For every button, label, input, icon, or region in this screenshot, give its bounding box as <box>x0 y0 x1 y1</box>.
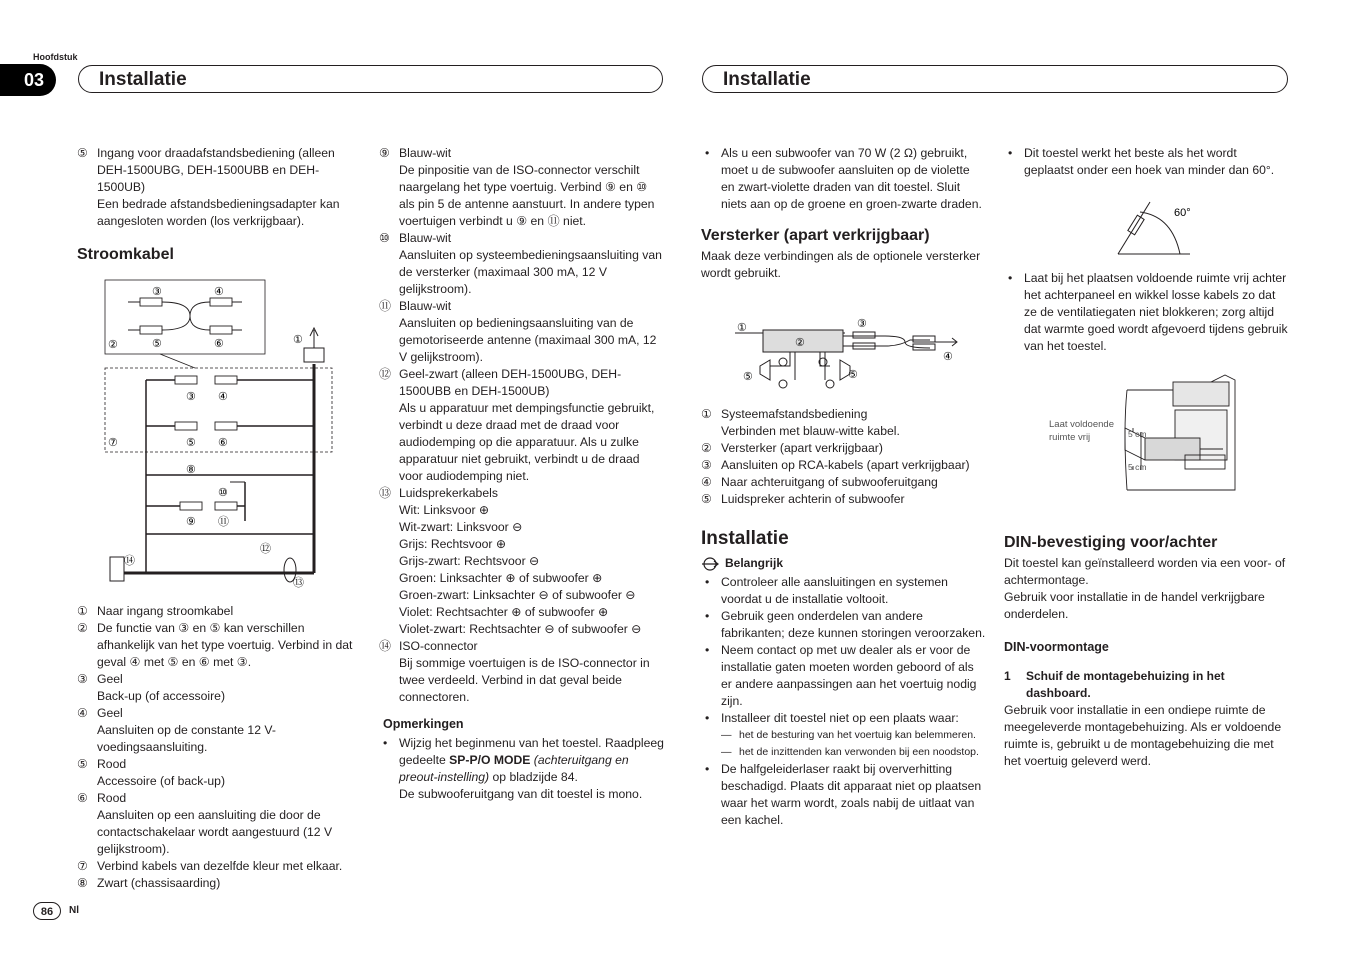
list-item <box>379 145 664 230</box>
diagram-label: ⑤ <box>848 369 858 381</box>
item-subtext: Bij sommige voertuigen is de ISO-connector in twee verdeeld. Verbind in dat geval beide connectoren. <box>399 656 650 704</box>
language-code: Nl <box>69 905 79 916</box>
ventilation-diagram <box>1045 370 1245 500</box>
section-heading-din: DIN-bevestiging voor/achter <box>1004 534 1218 551</box>
item-number: ② <box>701 441 712 455</box>
item-text: Naar ingang stroomkabel <box>97 604 234 618</box>
item-text: Geel-zwart (alleen DEH-1500UBG, DEH-1500UBB en DEH-1500UB) <box>399 367 622 398</box>
item-text: Zwart (chassisaarding) <box>97 876 221 890</box>
list-item <box>77 875 362 892</box>
section-heading-amplifier: Versterker (apart verkrijgbaar) <box>701 227 930 244</box>
item-number: ⑤ <box>77 146 88 160</box>
diagram-label: ⑤ <box>186 437 196 449</box>
item-number: ③ <box>701 458 712 472</box>
clearance-label: 5 cm <box>1128 429 1147 439</box>
note-text: Wijzig het beginmenu van het toestel. Raadpleeg gedeelte <box>399 736 664 767</box>
item-text: Luidsprekerkabels <box>399 486 498 500</box>
list-item <box>701 440 986 457</box>
diagram-label: ⑩ <box>218 487 228 499</box>
space-label: ruimte vrij <box>1049 432 1091 443</box>
diagram-label: ④ <box>218 391 228 403</box>
diagram-label: ⑤ <box>743 371 753 383</box>
item-text: Rood <box>97 791 127 805</box>
diagram-label: ④ <box>214 286 224 298</box>
item-subtext: Back-up (of accessoire) <box>97 689 226 703</box>
diagram-label: ⑨ <box>186 516 196 528</box>
note-item <box>379 735 664 803</box>
item-subtext: Aansluiten op systeembedieningsaansluiting van de versterker (maximaal 300 mA, 12 V gelijkstroom). <box>399 248 662 296</box>
list-item <box>77 620 362 671</box>
item-subtext: Een bedrade afstandsbedieningsadapter kan aangesloten worden (los verkrijgbaar). <box>97 197 340 228</box>
diagram-label: ④ <box>943 351 953 363</box>
bullet-item: • Controleer alle aansluitingen en systemen voordat u de installatie voltooit. <box>701 574 986 608</box>
angle-label: 60° <box>1174 207 1191 219</box>
list-item <box>77 790 362 858</box>
clearance-label: 5 cm <box>1128 462 1147 472</box>
bullet-item: • Laat bij het plaatsen voldoende ruimte vrij achter het achterpaneel en wikkel losse kabels zo dat ze de ventilatiegaten niet blokkeren; zorg altijd dat warmte goed wordt afgevoerd tijdens gebruik van het toestel. <box>1004 270 1289 355</box>
diagram-label: ⑥ <box>214 338 224 350</box>
item-number: ⑫ <box>379 367 392 381</box>
item-number: ⑪ <box>379 299 392 313</box>
dash-item: — het de inzittenden kan verwonden bij een noodstop. <box>701 744 986 761</box>
item-text: Ingang voor draadafstandsbediening (alleen DEH-1500UBG, DEH-1500UBB en DEH-1500UB) <box>97 146 335 194</box>
step-number: 1 <box>1004 669 1011 683</box>
item-subtext: De pinpositie van de ISO-connector verschilt naargelang het type voertuig. Verbind ⑨ en ⑩ als pin 5 de antenne aanstuurt. In andere typen voertuigen verbindt u ⑨ en ⑪ niet. <box>399 163 655 228</box>
item-number: ⑭ <box>379 639 392 653</box>
item-number: ③ <box>77 672 88 686</box>
item-text: Geel <box>97 706 123 720</box>
column-1-legend <box>77 603 362 892</box>
item-number: ① <box>77 604 88 618</box>
diagram-label: ③ <box>152 286 162 298</box>
chapter-label: Hoofdstuk <box>33 52 78 62</box>
diagram-label: ③ <box>186 391 196 403</box>
item-text: Blauw-wit <box>399 231 452 245</box>
item-number: ④ <box>77 706 88 720</box>
item-number: ② <box>77 621 88 635</box>
item-number: ⑥ <box>77 791 88 805</box>
list-item <box>77 705 362 756</box>
speaker-line: Grijs: Rechtsvoor ⊕ <box>399 537 507 551</box>
note-text: De subwooferuitgang van dit toestel is mono. <box>399 787 643 801</box>
amplifier-intro: Maak deze verbindingen als de optionele versterker wordt gebruikt. <box>701 249 981 280</box>
item-number: ⑧ <box>77 876 88 890</box>
speaker-line: Grijs-zwart: Rechtsvoor ⊖ <box>399 554 540 568</box>
list-item <box>379 298 664 366</box>
item-text: Verbind kabels van dezelfde kleur met elkaar. <box>97 859 343 873</box>
item-number: ⑬ <box>379 486 392 500</box>
speaker-line: Wit: Linksvoor ⊕ <box>399 503 490 517</box>
notes-heading: Opmerkingen <box>383 717 464 731</box>
item-text: Blauw-wit <box>399 299 452 313</box>
item-subtext: Accessoire (of back-up) <box>97 774 226 788</box>
angle-diagram <box>1110 194 1200 258</box>
list-item <box>701 457 986 474</box>
diagram-label: ② <box>108 339 118 351</box>
page-title-right: Installatie <box>702 65 1288 93</box>
item-text: ISO-connector <box>399 639 478 653</box>
item-subtext: Als u apparatuur met dempingsfunctie gebruikt, verbindt u deze draad met de draad voor audiodemping op die apparatuur. Als u zulke apparatuur niet gebruikt, verbindt u de draad voor audiodemping niet. <box>399 401 655 483</box>
chapter-number-badge <box>0 64 56 96</box>
list-item <box>77 756 362 790</box>
din-text: Dit toestel kan geïnstalleerd worden via een voor- of achtermontage. <box>1004 556 1286 587</box>
section-heading-installatie: Installatie <box>701 528 789 549</box>
page-title-left: Installatie <box>78 65 663 93</box>
section-heading-stroomkabel: Stroomkabel <box>77 246 174 263</box>
item-text: Systeemafstandsbediening <box>721 407 868 421</box>
list-item <box>701 406 986 440</box>
column-2 <box>379 145 664 803</box>
speaker-line: Wit-zwart: Linksvoor ⊖ <box>399 520 523 534</box>
diagram-label: ⑥ <box>218 437 228 449</box>
space-label: Laat voldoende <box>1049 419 1114 430</box>
diagram-label: ⑬ <box>293 577 304 588</box>
note-setting-name: SP-P/O MODE <box>449 753 531 767</box>
diagram-label: ⑭ <box>124 555 135 567</box>
item-number: ④ <box>701 475 712 489</box>
bullet-item: • Als u een subwoofer van 70 W (2 Ω) gebruikt, moet u de subwoofer aansluiten op de violette en zwart-violette draden van dit toestel. Sluit niets aan op de groene en groen-zwarte draden. <box>701 145 986 213</box>
note-setting-desc: (achteruitgang en preout-instelling) <box>399 753 629 784</box>
item-number: ⑩ <box>379 231 390 245</box>
chapter-number: 03 <box>23 70 45 90</box>
bullet-item: • Installeer dit toestel niet op een plaats waar: <box>701 710 986 727</box>
diagram-label: ② <box>795 337 805 349</box>
item-number: ⑤ <box>701 492 712 506</box>
list-item <box>379 485 664 638</box>
step-text: Gebruik voor installatie in een ondiepe ruimte de meegeleverde montagebehuizing. Als er voldoende ruimte is, gebruikt u de montagebehuizing die met het voertuig geleverd werd. <box>1004 703 1282 768</box>
item-subtext: Aansluiten op bedieningsaansluiting van de gemotoriseerde antenne (maximaal 300 mA, 12 V gelijkstroom). <box>399 316 657 364</box>
list-item <box>379 638 664 706</box>
diagram-label: ⑦ <box>108 437 118 449</box>
column-1 <box>77 145 362 263</box>
list-item <box>379 230 664 298</box>
bullet-item: • Dit toestel werkt het beste als het wordt geplaatst onder een hoek van minder dan 60°. <box>1004 145 1289 179</box>
column-4 <box>1004 145 1289 179</box>
important-notice <box>701 555 986 572</box>
din-text: Gebruik voor installatie in de handel verkrijgbare onderdelen. <box>1004 590 1265 621</box>
item-text: De functie van ③ en ⑤ kan verschillen afhankelijk van het type voertuig. Verbind in dat geval ④ met ⑤ en ⑥ met ③. <box>97 621 353 669</box>
diagram-label: ① <box>737 322 747 334</box>
column-4-bullet2 <box>1004 270 1289 355</box>
speaker-line: Groen: Linksachter ⊕ of subwoofer ⊕ <box>399 571 603 585</box>
dash-item: — het de besturing van het voertuig kan belemmeren. <box>701 727 986 744</box>
item-text: Blauw-wit <box>399 146 452 160</box>
item-text: Geel <box>97 672 123 686</box>
item-subtext: Verbinden met blauw-witte kabel. <box>721 424 900 438</box>
list-item <box>379 366 664 485</box>
diagram-label: ⑫ <box>260 543 271 555</box>
item-text: Rood <box>97 757 127 771</box>
list-item <box>701 474 986 491</box>
column-3-lower <box>701 406 986 829</box>
subheading-din-front: DIN-voormontage <box>1004 640 1109 654</box>
column-3 <box>701 145 986 282</box>
important-icon <box>701 557 719 571</box>
item-text: Versterker (apart verkrijgbaar) <box>721 441 883 455</box>
item-number: ⑤ <box>77 757 88 771</box>
important-label: Belangrijk <box>725 556 784 570</box>
list-item <box>77 671 362 705</box>
diagram-label: ⑪ <box>218 516 229 528</box>
bullet-item: • Neem contact op met uw dealer als er voor de installatie gaten moeten worden geboord of als er andere aanpassingen aan het voertuig nodig zijn. <box>701 642 986 710</box>
list-item <box>77 145 362 230</box>
speaker-line: Groen-zwart: Linksachter ⊖ of subwoofer ⊖ <box>399 588 636 602</box>
item-number: ⑦ <box>77 859 88 873</box>
item-text: Luidspreker achterin of subwoofer <box>721 492 905 506</box>
note-text: op bladzijde 84. <box>489 770 578 784</box>
page-number: 86 <box>33 902 61 920</box>
diagram-label: ① <box>293 334 303 346</box>
diagram-label: ③ <box>857 318 867 330</box>
item-number: ⑨ <box>379 146 390 160</box>
item-text: Aansluiten op RCA-kabels (apart verkrijgbaar) <box>721 458 970 472</box>
column-4-lower <box>1004 534 1289 770</box>
amplifier-diagram <box>735 318 970 393</box>
diagram-label: ⑧ <box>186 464 196 476</box>
speaker-line: Violet-zwart: Rechtsachter ⊖ of subwoofer ⊖ <box>399 622 642 636</box>
speaker-line: Violet: Rechtsachter ⊕ of subwoofer ⊕ <box>399 605 609 619</box>
item-subtext: Aansluiten op een aansluiting die door de contactschakelaar wordt aangestuurd (12 V gelijkstroom). <box>97 808 333 856</box>
step-title-text: Schuif de montagebehuizing in het dashboard. <box>1026 669 1225 700</box>
step-title <box>1004 668 1289 702</box>
item-subtext: Aansluiten op de constante 12 V-voedingsaansluiting. <box>97 723 276 754</box>
item-number: ① <box>701 407 712 421</box>
list-item <box>77 603 362 620</box>
list-item <box>77 858 362 875</box>
bullet-item: • Gebruik geen onderdelen van andere fabrikanten; deze kunnen storingen veroorzaken. <box>701 608 986 642</box>
diagram-label: ⑤ <box>152 338 162 350</box>
bullet-item: • De halfgeleiderlaser raakt bij oververhitting beschadigd. Plaats dit apparaat niet op plaatsen waar het warm wordt, zoals nabij de uitlaat van een kachel. <box>701 761 986 829</box>
power-cable-diagram <box>100 276 340 588</box>
item-text: Naar achteruitgang of subwooferuitgang <box>721 475 938 489</box>
list-item <box>701 491 986 508</box>
